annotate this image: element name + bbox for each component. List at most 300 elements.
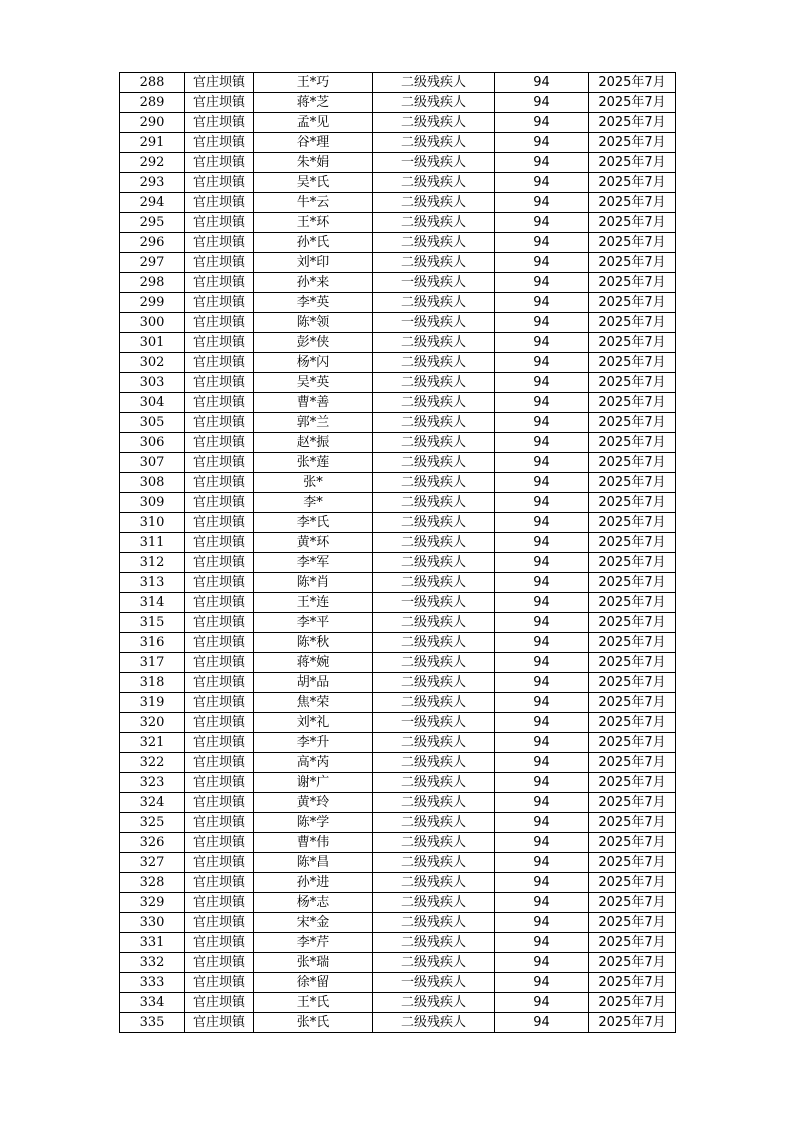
- name-cell: 张*瑞: [254, 953, 373, 973]
- month-cell: 2025年7月: [589, 953, 676, 973]
- name-cell: 赵*振: [254, 433, 373, 453]
- town-cell: 官庄坝镇: [185, 193, 254, 213]
- name-cell: 牛*云: [254, 193, 373, 213]
- month-cell: 2025年7月: [589, 373, 676, 393]
- amount-cell: 94: [495, 793, 589, 813]
- month-cell: 2025年7月: [589, 453, 676, 473]
- name-cell: 郭*兰: [254, 413, 373, 433]
- table-row: [120, 493, 676, 513]
- table-row: [120, 473, 676, 493]
- amount-cell: 94: [495, 273, 589, 293]
- disability-level-cell: 二级残疾人: [373, 873, 495, 893]
- disability-level-cell: 二级残疾人: [373, 793, 495, 813]
- disability-level-cell: 二级残疾人: [373, 353, 495, 373]
- row-number-cell: 301: [120, 333, 185, 353]
- name-cell: 王*氏: [254, 993, 373, 1013]
- month-cell: 2025年7月: [589, 733, 676, 753]
- disability-level-cell: 二级残疾人: [373, 293, 495, 313]
- disability-level-cell: 一级残疾人: [373, 593, 495, 613]
- row-number-cell: 311: [120, 533, 185, 553]
- amount-cell: 94: [495, 513, 589, 533]
- table-row: [120, 353, 676, 373]
- amount-cell: 94: [495, 1013, 589, 1033]
- amount-cell: 94: [495, 933, 589, 953]
- row-number-cell: 291: [120, 133, 185, 153]
- table-row: [120, 293, 676, 313]
- row-number-cell: 298: [120, 273, 185, 293]
- town-cell: 官庄坝镇: [185, 613, 254, 633]
- month-cell: 2025年7月: [589, 853, 676, 873]
- name-cell: 张*莲: [254, 453, 373, 473]
- town-cell: 官庄坝镇: [185, 873, 254, 893]
- month-cell: 2025年7月: [589, 933, 676, 953]
- amount-cell: 94: [495, 233, 589, 253]
- table-row: [120, 193, 676, 213]
- table-row: [120, 873, 676, 893]
- month-cell: 2025年7月: [589, 433, 676, 453]
- row-number-cell: 303: [120, 373, 185, 393]
- month-cell: 2025年7月: [589, 773, 676, 793]
- table-row: [120, 573, 676, 593]
- name-cell: 李*平: [254, 613, 373, 633]
- town-cell: 官庄坝镇: [185, 513, 254, 533]
- town-cell: 官庄坝镇: [185, 953, 254, 973]
- disability-level-cell: 二级残疾人: [373, 573, 495, 593]
- name-cell: 胡*品: [254, 673, 373, 693]
- name-cell: 王*巧: [254, 73, 373, 93]
- row-number-cell: 330: [120, 913, 185, 933]
- town-cell: 官庄坝镇: [185, 493, 254, 513]
- month-cell: 2025年7月: [589, 253, 676, 273]
- name-cell: 陈*昌: [254, 853, 373, 873]
- month-cell: 2025年7月: [589, 873, 676, 893]
- amount-cell: 94: [495, 673, 589, 693]
- town-cell: 官庄坝镇: [185, 373, 254, 393]
- name-cell: 黄*玲: [254, 793, 373, 813]
- row-number-cell: 296: [120, 233, 185, 253]
- name-cell: 张*: [254, 473, 373, 493]
- month-cell: 2025年7月: [589, 273, 676, 293]
- table-row: [120, 253, 676, 273]
- month-cell: 2025年7月: [589, 333, 676, 353]
- row-number-cell: 321: [120, 733, 185, 753]
- month-cell: 2025年7月: [589, 393, 676, 413]
- disability-level-cell: 二级残疾人: [373, 173, 495, 193]
- amount-cell: 94: [495, 553, 589, 573]
- row-number-cell: 333: [120, 973, 185, 993]
- row-number-cell: 294: [120, 193, 185, 213]
- month-cell: 2025年7月: [589, 113, 676, 133]
- town-cell: 官庄坝镇: [185, 913, 254, 933]
- town-cell: 官庄坝镇: [185, 173, 254, 193]
- disability-level-cell: 一级残疾人: [373, 313, 495, 333]
- town-cell: 官庄坝镇: [185, 593, 254, 613]
- town-cell: 官庄坝镇: [185, 573, 254, 593]
- disability-level-cell: 二级残疾人: [373, 113, 495, 133]
- table-row: [120, 1013, 676, 1033]
- row-number-cell: 320: [120, 713, 185, 733]
- name-cell: 王*环: [254, 213, 373, 233]
- table-row: [120, 313, 676, 333]
- month-cell: 2025年7月: [589, 313, 676, 333]
- amount-cell: 94: [495, 293, 589, 313]
- town-cell: 官庄坝镇: [185, 353, 254, 373]
- row-number-cell: 310: [120, 513, 185, 533]
- name-cell: 陈*肖: [254, 573, 373, 593]
- amount-cell: 94: [495, 113, 589, 133]
- amount-cell: 94: [495, 593, 589, 613]
- month-cell: 2025年7月: [589, 353, 676, 373]
- month-cell: 2025年7月: [589, 213, 676, 233]
- amount-cell: 94: [495, 433, 589, 453]
- row-number-cell: 312: [120, 553, 185, 573]
- row-number-cell: 289: [120, 93, 185, 113]
- row-number-cell: 316: [120, 633, 185, 653]
- amount-cell: 94: [495, 533, 589, 553]
- row-number-cell: 319: [120, 693, 185, 713]
- disability-level-cell: 二级残疾人: [373, 733, 495, 753]
- row-number-cell: 297: [120, 253, 185, 273]
- town-cell: 官庄坝镇: [185, 813, 254, 833]
- name-cell: 李*: [254, 493, 373, 513]
- disability-level-cell: 二级残疾人: [373, 533, 495, 553]
- table-row: [120, 113, 676, 133]
- month-cell: 2025年7月: [589, 893, 676, 913]
- name-cell: 王*连: [254, 593, 373, 613]
- disability-level-cell: 一级残疾人: [373, 713, 495, 733]
- disability-level-cell: 二级残疾人: [373, 953, 495, 973]
- amount-cell: 94: [495, 173, 589, 193]
- amount-cell: 94: [495, 413, 589, 433]
- name-cell: 陈*领: [254, 313, 373, 333]
- disability-level-cell: 二级残疾人: [373, 233, 495, 253]
- table-row: [120, 413, 676, 433]
- disability-level-cell: 一级残疾人: [373, 273, 495, 293]
- name-cell: 李*升: [254, 733, 373, 753]
- town-cell: 官庄坝镇: [185, 433, 254, 453]
- disability-level-cell: 二级残疾人: [373, 453, 495, 473]
- month-cell: 2025年7月: [589, 613, 676, 633]
- town-cell: 官庄坝镇: [185, 413, 254, 433]
- table-row: [120, 453, 676, 473]
- row-number-cell: 290: [120, 113, 185, 133]
- disability-level-cell: 二级残疾人: [373, 213, 495, 233]
- amount-cell: 94: [495, 873, 589, 893]
- amount-cell: 94: [495, 373, 589, 393]
- disability-level-cell: 一级残疾人: [373, 153, 495, 173]
- row-number-cell: 315: [120, 613, 185, 633]
- town-cell: 官庄坝镇: [185, 533, 254, 553]
- town-cell: 官庄坝镇: [185, 213, 254, 233]
- table-row: [120, 533, 676, 553]
- disability-level-cell: 二级残疾人: [373, 633, 495, 653]
- month-cell: 2025年7月: [589, 913, 676, 933]
- name-cell: 蒋*婉: [254, 653, 373, 673]
- row-number-cell: 308: [120, 473, 185, 493]
- disability-level-cell: 二级残疾人: [373, 373, 495, 393]
- name-cell: 谢*广: [254, 773, 373, 793]
- name-cell: 徐*留: [254, 973, 373, 993]
- table-row: [120, 913, 676, 933]
- amount-cell: 94: [495, 913, 589, 933]
- row-number-cell: 299: [120, 293, 185, 313]
- name-cell: 彭*侠: [254, 333, 373, 353]
- name-cell: 李*英: [254, 293, 373, 313]
- table-row: [120, 833, 676, 853]
- name-cell: 杨*闪: [254, 353, 373, 373]
- amount-cell: 94: [495, 893, 589, 913]
- month-cell: 2025年7月: [589, 653, 676, 673]
- amount-cell: 94: [495, 213, 589, 233]
- name-cell: 孙*来: [254, 273, 373, 293]
- row-number-cell: 318: [120, 673, 185, 693]
- amount-cell: 94: [495, 813, 589, 833]
- month-cell: 2025年7月: [589, 293, 676, 313]
- table-row: [120, 173, 676, 193]
- table-row: [120, 813, 676, 833]
- month-cell: 2025年7月: [589, 193, 676, 213]
- row-number-cell: 306: [120, 433, 185, 453]
- town-cell: 官庄坝镇: [185, 273, 254, 293]
- amount-cell: 94: [495, 833, 589, 853]
- table-row: [120, 233, 676, 253]
- town-cell: 官庄坝镇: [185, 633, 254, 653]
- amount-cell: 94: [495, 733, 589, 753]
- town-cell: 官庄坝镇: [185, 473, 254, 493]
- town-cell: 官庄坝镇: [185, 653, 254, 673]
- town-cell: 官庄坝镇: [185, 293, 254, 313]
- row-number-cell: 328: [120, 873, 185, 893]
- disability-level-cell: 二级残疾人: [373, 253, 495, 273]
- town-cell: 官庄坝镇: [185, 933, 254, 953]
- table-row: [120, 73, 676, 93]
- amount-cell: 94: [495, 253, 589, 273]
- table-row: [120, 953, 676, 973]
- table-row: [120, 713, 676, 733]
- row-number-cell: 329: [120, 893, 185, 913]
- month-cell: 2025年7月: [589, 513, 676, 533]
- name-cell: 高*芮: [254, 753, 373, 773]
- town-cell: 官庄坝镇: [185, 753, 254, 773]
- table-row: [120, 773, 676, 793]
- table-row: [120, 673, 676, 693]
- amount-cell: 94: [495, 393, 589, 413]
- row-number-cell: 304: [120, 393, 185, 413]
- disability-level-cell: 二级残疾人: [373, 853, 495, 873]
- disability-level-cell: 二级残疾人: [373, 553, 495, 573]
- table-row: [120, 633, 676, 653]
- town-cell: 官庄坝镇: [185, 313, 254, 333]
- amount-cell: 94: [495, 713, 589, 733]
- disability-level-cell: 二级残疾人: [373, 753, 495, 773]
- town-cell: 官庄坝镇: [185, 113, 254, 133]
- name-cell: 曹*伟: [254, 833, 373, 853]
- row-number-cell: 295: [120, 213, 185, 233]
- name-cell: 宋*金: [254, 913, 373, 933]
- name-cell: 黄*环: [254, 533, 373, 553]
- row-number-cell: 326: [120, 833, 185, 853]
- amount-cell: 94: [495, 73, 589, 93]
- disability-level-cell: 一级残疾人: [373, 973, 495, 993]
- disability-level-cell: 二级残疾人: [373, 893, 495, 913]
- table-row: [120, 93, 676, 113]
- table-row: [120, 333, 676, 353]
- disability-level-cell: 二级残疾人: [373, 193, 495, 213]
- subsidy-table: [119, 72, 676, 1033]
- town-cell: 官庄坝镇: [185, 133, 254, 153]
- disability-level-cell: 二级残疾人: [373, 513, 495, 533]
- name-cell: 蒋*芝: [254, 93, 373, 113]
- row-number-cell: 302: [120, 353, 185, 373]
- row-number-cell: 324: [120, 793, 185, 813]
- month-cell: 2025年7月: [589, 473, 676, 493]
- town-cell: 官庄坝镇: [185, 1013, 254, 1033]
- month-cell: 2025年7月: [589, 533, 676, 553]
- disability-level-cell: 二级残疾人: [373, 493, 495, 513]
- table-row: [120, 693, 676, 713]
- month-cell: 2025年7月: [589, 413, 676, 433]
- disability-level-cell: 二级残疾人: [373, 673, 495, 693]
- month-cell: 2025年7月: [589, 833, 676, 853]
- amount-cell: 94: [495, 953, 589, 973]
- amount-cell: 94: [495, 353, 589, 373]
- name-cell: 李*军: [254, 553, 373, 573]
- name-cell: 李*氏: [254, 513, 373, 533]
- table-row: [120, 793, 676, 813]
- disability-level-cell: 二级残疾人: [373, 993, 495, 1013]
- disability-level-cell: 二级残疾人: [373, 333, 495, 353]
- name-cell: 谷*理: [254, 133, 373, 153]
- row-number-cell: 293: [120, 173, 185, 193]
- town-cell: 官庄坝镇: [185, 233, 254, 253]
- town-cell: 官庄坝镇: [185, 793, 254, 813]
- town-cell: 官庄坝镇: [185, 773, 254, 793]
- disability-level-cell: 二级残疾人: [373, 1013, 495, 1033]
- month-cell: 2025年7月: [589, 233, 676, 253]
- disability-level-cell: 二级残疾人: [373, 773, 495, 793]
- table-row: [120, 613, 676, 633]
- amount-cell: 94: [495, 493, 589, 513]
- table-row: [120, 973, 676, 993]
- amount-cell: 94: [495, 853, 589, 873]
- disability-level-cell: 二级残疾人: [373, 613, 495, 633]
- amount-cell: 94: [495, 753, 589, 773]
- town-cell: 官庄坝镇: [185, 693, 254, 713]
- town-cell: 官庄坝镇: [185, 673, 254, 693]
- table-row: [120, 653, 676, 673]
- table-row: [120, 553, 676, 573]
- town-cell: 官庄坝镇: [185, 893, 254, 913]
- month-cell: 2025年7月: [589, 173, 676, 193]
- table-row: [120, 153, 676, 173]
- name-cell: 杨*志: [254, 893, 373, 913]
- name-cell: 焦*荣: [254, 693, 373, 713]
- name-cell: 孟*见: [254, 113, 373, 133]
- name-cell: 孙*进: [254, 873, 373, 893]
- table-row: [120, 213, 676, 233]
- amount-cell: 94: [495, 333, 589, 353]
- row-number-cell: 292: [120, 153, 185, 173]
- month-cell: 2025年7月: [589, 153, 676, 173]
- table-row: [120, 133, 676, 153]
- month-cell: 2025年7月: [589, 593, 676, 613]
- month-cell: 2025年7月: [589, 573, 676, 593]
- name-cell: 孙*氏: [254, 233, 373, 253]
- amount-cell: 94: [495, 473, 589, 493]
- disability-level-cell: 二级残疾人: [373, 833, 495, 853]
- amount-cell: 94: [495, 153, 589, 173]
- amount-cell: 94: [495, 573, 589, 593]
- month-cell: 2025年7月: [589, 993, 676, 1013]
- month-cell: 2025年7月: [589, 1013, 676, 1033]
- town-cell: 官庄坝镇: [185, 973, 254, 993]
- row-number-cell: 313: [120, 573, 185, 593]
- table-row: [120, 393, 676, 413]
- table-row: [120, 853, 676, 873]
- name-cell: 吴*氏: [254, 173, 373, 193]
- town-cell: 官庄坝镇: [185, 553, 254, 573]
- disability-level-cell: 二级残疾人: [373, 133, 495, 153]
- table-row: [120, 593, 676, 613]
- disability-level-cell: 二级残疾人: [373, 393, 495, 413]
- town-cell: 官庄坝镇: [185, 833, 254, 853]
- month-cell: 2025年7月: [589, 553, 676, 573]
- month-cell: 2025年7月: [589, 133, 676, 153]
- table-row: [120, 733, 676, 753]
- town-cell: 官庄坝镇: [185, 733, 254, 753]
- row-number-cell: 325: [120, 813, 185, 833]
- table-row: [120, 933, 676, 953]
- month-cell: 2025年7月: [589, 813, 676, 833]
- town-cell: 官庄坝镇: [185, 73, 254, 93]
- name-cell: 李*芹: [254, 933, 373, 953]
- amount-cell: 94: [495, 613, 589, 633]
- town-cell: 官庄坝镇: [185, 93, 254, 113]
- disability-level-cell: 二级残疾人: [373, 433, 495, 453]
- amount-cell: 94: [495, 993, 589, 1013]
- amount-cell: 94: [495, 133, 589, 153]
- month-cell: 2025年7月: [589, 973, 676, 993]
- disability-level-cell: 二级残疾人: [373, 933, 495, 953]
- month-cell: 2025年7月: [589, 693, 676, 713]
- table-body: [120, 73, 676, 1033]
- row-number-cell: 322: [120, 753, 185, 773]
- amount-cell: 94: [495, 193, 589, 213]
- town-cell: 官庄坝镇: [185, 713, 254, 733]
- name-cell: 张*氏: [254, 1013, 373, 1033]
- month-cell: 2025年7月: [589, 633, 676, 653]
- name-cell: 朱*娟: [254, 153, 373, 173]
- town-cell: 官庄坝镇: [185, 453, 254, 473]
- row-number-cell: 305: [120, 413, 185, 433]
- town-cell: 官庄坝镇: [185, 333, 254, 353]
- amount-cell: 94: [495, 773, 589, 793]
- town-cell: 官庄坝镇: [185, 853, 254, 873]
- table-row: [120, 753, 676, 773]
- disability-level-cell: 二级残疾人: [373, 913, 495, 933]
- row-number-cell: 314: [120, 593, 185, 613]
- table-row: [120, 373, 676, 393]
- row-number-cell: 327: [120, 853, 185, 873]
- name-cell: 陈*学: [254, 813, 373, 833]
- month-cell: 2025年7月: [589, 673, 676, 693]
- name-cell: 陈*秋: [254, 633, 373, 653]
- row-number-cell: 332: [120, 953, 185, 973]
- month-cell: 2025年7月: [589, 793, 676, 813]
- row-number-cell: 309: [120, 493, 185, 513]
- row-number-cell: 317: [120, 653, 185, 673]
- month-cell: 2025年7月: [589, 73, 676, 93]
